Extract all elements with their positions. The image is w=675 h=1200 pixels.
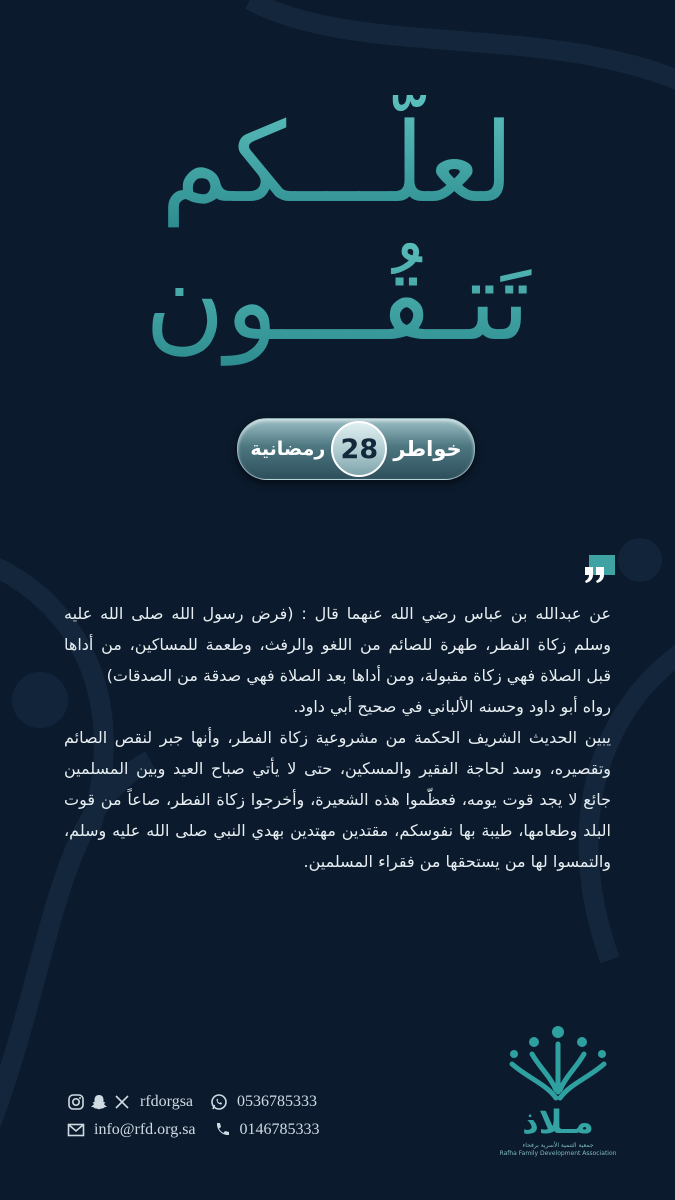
badge-number: 28 bbox=[331, 421, 387, 477]
instagram-icon[interactable] bbox=[66, 1092, 86, 1112]
logo-emblem-icon bbox=[498, 1018, 618, 1108]
hadith-paragraph: عن عبدالله بن عباس رضي الله عنهما قال : (فرض رسول الله صلى الله عليه وسلم زكاة الفطر، طهرة للصائم من اللغو والرفث، وطعمة للمساكين، من أداها قبل الصلاة فهي زكاة مقبولة، ومن أداها بعد الصلاة فهي صدقة من الصدقات) bbox=[64, 604, 611, 685]
title-line-1: لعلّـــكم bbox=[0, 95, 675, 233]
explanation-paragraph: يبين الحديث الشريف الحكمة من مشروعية زكاة الفطر، وأنها جبر لنقص الصائم وتقصيره، وسد لحاجة الفقير والمسكين، حتى لا يأتي صباح العيد وبين المسلمين جائع لا يجد قوت يومه، فعظّموا هذه الشعيرة، وأخرجوا زكاة الفطر، صاعاً من قوت البلد وطعامها، طيبة بها نفوسكم، مقتدين مهتدين بهدي النبي صلى الله عليه وسلم، والتمسوا لها من يستحقها من فقراء المسلمين. bbox=[64, 728, 611, 871]
hadith-source: رواه أبو داود وحسنه الألباني في صحيح أبي داود. bbox=[293, 697, 611, 716]
logo-subtitle bbox=[498, 1142, 618, 1158]
email-icon[interactable] bbox=[66, 1120, 86, 1140]
contact-info bbox=[66, 1088, 366, 1144]
phone-icon[interactable] bbox=[212, 1120, 232, 1140]
whatsapp-number[interactable]: 0536785333 bbox=[237, 1093, 318, 1110]
organization-logo bbox=[498, 1018, 618, 1158]
title-line-2: تَتـقُـــون bbox=[0, 233, 675, 371]
phone-number[interactable]: 0146785333 bbox=[239, 1121, 320, 1138]
badge-word-left: رمضانية bbox=[250, 438, 326, 460]
quote-icon bbox=[583, 555, 615, 583]
x-icon[interactable] bbox=[112, 1092, 132, 1112]
social-handle[interactable]: rfdorgsa bbox=[140, 1093, 194, 1110]
hadith-text bbox=[64, 598, 611, 877]
badge-word-right: خواطر bbox=[393, 437, 462, 461]
logo-name: مـلاذ bbox=[522, 1103, 594, 1141]
contact-row-email bbox=[66, 1116, 366, 1144]
main-title bbox=[0, 95, 675, 370]
logo-subtitle-english: Rafha Family Development Association bbox=[499, 1150, 617, 1157]
snapchat-icon[interactable] bbox=[89, 1092, 109, 1112]
email-address[interactable]: info@rfd.org.sa bbox=[94, 1121, 196, 1138]
whatsapp-icon[interactable] bbox=[209, 1092, 229, 1112]
episode-badge bbox=[237, 418, 475, 480]
logo-subtitle-arabic: جمعية التنمية الأسرية برفحاء bbox=[522, 1142, 594, 1149]
contact-row-social bbox=[66, 1088, 366, 1116]
